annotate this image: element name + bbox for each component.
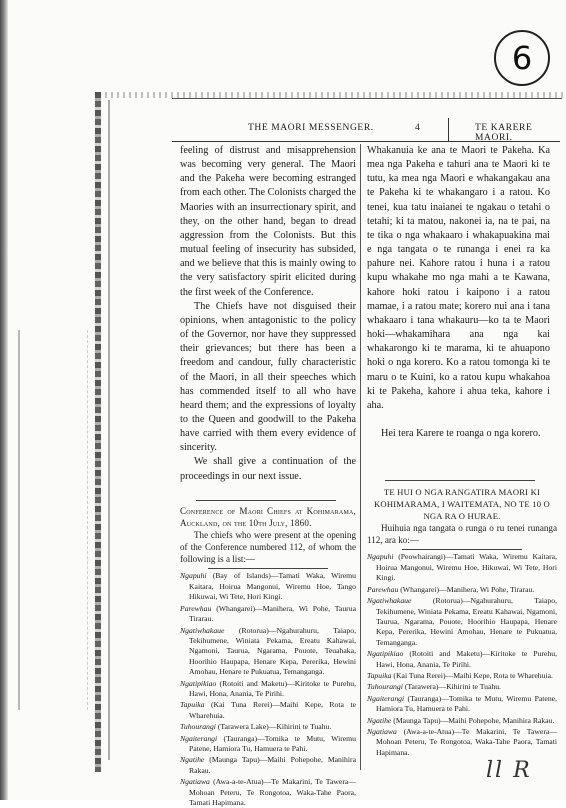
tribe-name: Ngatihe — [180, 755, 205, 765]
tribe-name: Ngatiawa — [180, 777, 210, 787]
section-rule-english — [196, 500, 336, 501]
tribe-name: Ngatipikiao — [180, 678, 217, 688]
tribe-entry — [367, 694, 557, 715]
margin-marks — [18, 330, 88, 710]
english-paragraph-1: feeling of distrust and misapprehension was becoming very general. The Maori and the Pakeha were becoming estranged from each other. The Colonists charged the Maories with an insurrectionary spirit, and they, on the other hand, began to dread aggression from the Colonists. But this mutual feeling of insecurity has subsided, and we believe that this is mainly owing to the very satisfactory spirit elicited during the first week of the Conference. — [180, 145, 356, 298]
maori-paragraph-1: Whakanuia ke ana te Maori te Pakeha. Ka mea nga Pakeha e tahuri ana te Maori ki te tutu, ka mea nga Maori e whakangakau ana te Pakeha ki te whakangaro i a ratou. Ko tenei, kua tatu inaianei te ngakau o tetahi o tetahi; ki ta matou, nakonei ia, na te pai, na te tika o nga whakaaro i whakapuakina mai e nga tangata o te runanga i enei ra ka pahure nei. Kahore ratou i huna i a ratou kupu whakahe mo nga mahi a te Kawana, kahore hoki ratou i kaipono i a ratou mamae, i a ratou mate; korero nui ana i tana whakaaro i tana whakauru—ko ta te Maori hoki—whakamihara ana nga kai whakarongo ki te marama, ki te ahuapono hoki o nga korero. Ko a ratou tomonga ki te maru o te Kuini, ko a ratou kupu whakahoa ki te Pakeha, kahore i ahua teka, kahore i aha. — [367, 145, 550, 411]
english-column — [180, 144, 356, 484]
tribe-members: (Tarawera)—Kihirini te Tuahu. — [404, 682, 501, 692]
tribe-entry — [180, 755, 356, 776]
page-number: 6 — [511, 39, 533, 77]
newspaper-header — [172, 118, 560, 142]
tribe-name: Tuhourangi — [180, 722, 216, 732]
tribe-name: Parewhau — [180, 603, 212, 613]
tribe-members: (Tauranga)—Tomika te Mutu, Wiremu Patene, Hamiora Tu, Hamuera te Pahi. — [376, 693, 557, 714]
tribe-entry — [367, 671, 557, 681]
tribe-name: Ngatiawa — [367, 726, 397, 736]
conference-english — [180, 505, 356, 808]
column-divider — [360, 144, 361, 770]
tribe-name: Parewhau — [367, 584, 399, 594]
tribe-members: (Peowhairangi)—Tamati Waka, Wiremu Kaitara, Hoirua Mangonui, Wiremu Hoe, Hikuwai, Wi Tete, Hori Kingi. — [376, 552, 558, 583]
conference-maori — [367, 486, 557, 758]
tribe-name: Ngatihe — [367, 715, 392, 725]
tribe-entry — [367, 727, 557, 758]
english-paragraph-3: We shall give a continuation of the proceedings in our next issue. — [180, 456, 356, 482]
tribe-members: (Awa-a-te-Atua)—Te Makarini, Te Tawera—Mohoan Peteru, Te Rongotoa, Waka-Tahe Paora, Tamati Hapimana. — [189, 777, 357, 807]
tribe-name: Ngatiwhakaue — [367, 596, 412, 606]
tribe-entry — [180, 734, 356, 755]
list-rule-maori — [402, 549, 522, 550]
tribe-name: Ngapuhi — [367, 552, 394, 562]
english-paragraph-2: The Chiefs have not disguised their opinions, when antagonistic to the policy of the Governor, nor have they suppressed their grievances; but there has been a freedom and candour, fully characteristic of the Maori, in all their speeches which has commended itself to all who have heard them; and the expressions of loyalty to the Queen and goodwill to the Pakeha have carried with them every evidence of sincerity. — [180, 300, 356, 454]
tribe-members: (Rotorua)—Ngahurahuru, Taiapo, Tekihumene, Winiata Pekama, Ereatu Kahawai, Ngamoni, Taurua, Ngarama, Pouote, Hoorihio Haupapa, Henare Kepa, Pererika, Hewini Amohau, Henare te Pukuatua, Temanganga. — [376, 596, 557, 647]
page-edge — [0, 0, 8, 800]
tribe-entry — [180, 571, 356, 602]
conference-heading-english: Conference of Maori Chiefs at Kohimarama, Auckland, on the 10th July, 1860. — [180, 506, 356, 529]
maori-column — [367, 144, 550, 441]
tribe-name: Ngaiterangi — [180, 733, 218, 743]
top-rule — [172, 98, 562, 99]
header-divider — [448, 118, 449, 142]
tribe-name: Ngapuhi — [180, 571, 207, 581]
tribe-entry — [180, 626, 356, 678]
tribe-name: Tapuika — [180, 700, 205, 710]
header-page-number: 4 — [415, 123, 421, 133]
tribe-entry — [367, 649, 557, 670]
binding-strip — [95, 92, 101, 772]
tribe-entry — [367, 552, 557, 583]
tribe-entry — [180, 777, 356, 808]
tribe-members: (Maunga Tapu)—Maihi Pohepohe, Manihira Rakau. — [189, 755, 356, 775]
tribe-entry — [367, 682, 557, 692]
header-title-maori: TE KARERE MAORI. — [475, 123, 533, 143]
tribe-members: (Kai Tuna Rerei)—Maihi Kepe, Rota te Wharehuia. — [189, 700, 356, 720]
tribe-members: (Rotoiti and Maketu)—Kiritoke te Purehu, Hawi, Hona, Anania, Te Pirihi. — [189, 678, 356, 698]
tribe-members: (Rotorua)—Ngahurahuru, Taiapo, Tekihumene, Winiata Pekama, Ereatu Kahawai, Ngamoni, Taurua, Ngarama, Pouote, Teuahaka, Hoorihio Haupapa, Henare Kepa, Pererika, Hewini Amohau, Henare te Pukuatua, Temanganga. — [189, 625, 356, 677]
tribe-members: (Tauranga)—Tomika te Mutu, Wiremu Patene, Hamiora Tu, Hamuera te Pahi. — [189, 733, 356, 753]
binding-line — [108, 100, 110, 760]
conference-intro-maori: Huihuia nga tangata o runga o ru tenei runanga 112, ara ko:— — [367, 523, 557, 546]
tribe-members: (Kai Tuna Rerei)—Maihi Kepe, Rota te Wharehuia. — [393, 670, 553, 680]
tribe-members: (Bay of Islands)—Tamati Waka, Wiremu Kaitara, Hoirua Mangonui, Wiremu Hoe, Tango Hikuwai, Wi Tete, Hori Kingi. — [189, 571, 357, 602]
conference-intro-english: The chiefs who were present at the opening of the Conference numbered 112, of whom the following is a list:— — [180, 530, 356, 565]
tribe-entry — [367, 585, 557, 595]
paragraph-spacer — [367, 413, 550, 427]
tribe-members: (Rotoiti and Maketu)—Kiritoke te Purehu, Hawi, Hona, Anania, Te Pirihi. — [376, 649, 557, 669]
tribe-members: (Whangarei)—Manihera, Wi Pohe, Tirarau. — [400, 584, 535, 594]
page-number-badge — [494, 30, 550, 86]
tribe-members: (Awa-a-te-Atua)—Te Makarini, Te Tawera—Mohoan Peteru, Te Rongotoa, Waka-Tahe Paora, Tamati Hapimana. — [376, 726, 558, 757]
handwritten-signature: ll R — [486, 758, 532, 783]
list-rule-english — [208, 568, 328, 569]
section-rule-maori — [385, 480, 535, 481]
maori-paragraph-2: Hei tera Karere te roanga o nga korero. — [381, 427, 541, 439]
tribe-members: (Tarawera Lake)—Kihirini te Tuahu. — [217, 722, 332, 732]
tribe-members: (Maunga Tapu)—Maihi Pohepohe, Manihira Rakau. — [393, 715, 555, 725]
header-title-english: THE MAORI MESSENGER. — [248, 123, 374, 133]
tribe-entry — [180, 679, 356, 700]
tribe-name: Ngatipikiao — [367, 649, 404, 659]
tribe-members: (Whangarei)—Manihera, Wi Pohe, Taurua Tirarau. — [189, 603, 356, 624]
tribe-name: Tuhourangi — [367, 682, 403, 692]
conference-heading-maori: TE HUI O NGA RANGATIRA MAORI KI KOHIMARAMA, I WAITEMATA, NO TE 10 O NGA RA O HURAE. — [374, 487, 550, 522]
tribe-entry — [180, 604, 356, 625]
tribe-entry — [180, 722, 356, 732]
tribe-name: Tapuika — [367, 670, 392, 680]
tribe-entry — [367, 716, 557, 726]
tribe-name: Ngaiterangi — [367, 693, 405, 703]
tribe-name: Ngatiwhakaue — [180, 625, 225, 635]
tribe-entry — [180, 700, 356, 721]
tribe-entry — [367, 596, 557, 648]
